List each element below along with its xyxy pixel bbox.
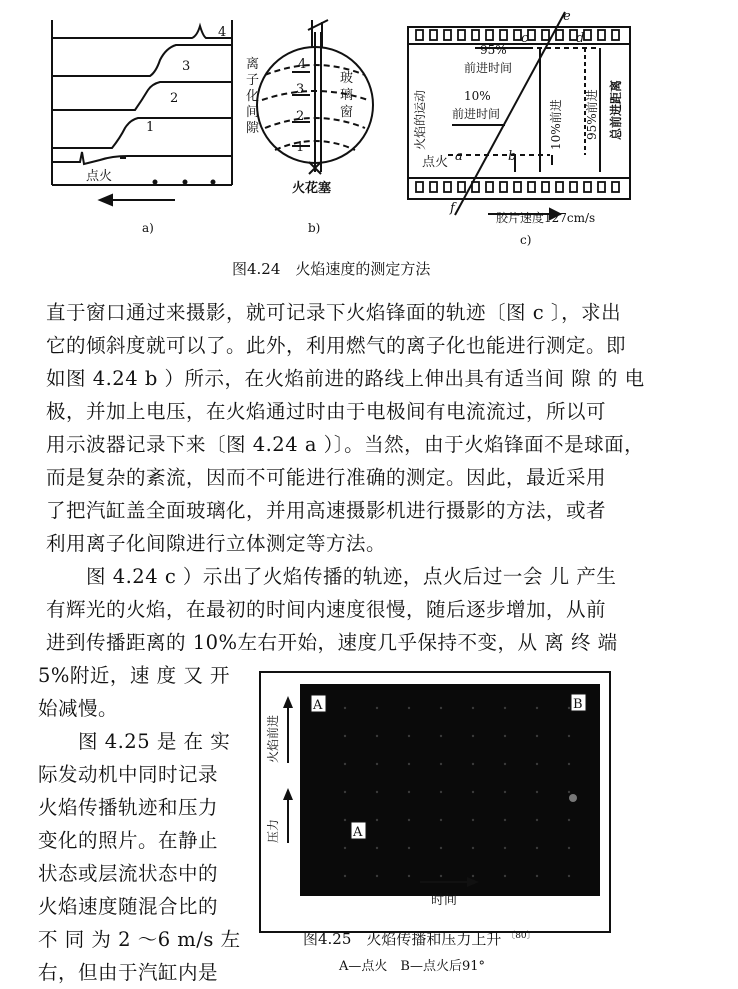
- left-line-6: 变化的照片。在静止: [38, 829, 219, 852]
- panel-a-oscillogram: [52, 20, 232, 185]
- grid-dot: [504, 875, 506, 877]
- figure-4-25-caption-main: 图4.25 火焰传播和压力上升: [303, 930, 502, 948]
- panel-c-point-c: c: [521, 31, 529, 46]
- panel-b-left-label-2: 子: [246, 73, 260, 88]
- body-line-2: 它的倾斜度就可以了。此外，利用燃气的离子化也能进行测定。即: [46, 334, 627, 357]
- sprocket-hole: [556, 30, 563, 40]
- grid-dot: [408, 847, 410, 849]
- panel-c-sublabel: c): [520, 233, 532, 247]
- grid-dot: [568, 707, 570, 709]
- grid-dot: [504, 847, 506, 849]
- grid-dot: [568, 847, 570, 849]
- sprocket-hole: [584, 30, 591, 40]
- grid-dot: [504, 763, 506, 765]
- panel-b-sublabel: b): [308, 221, 321, 235]
- panel-c-vertical-left: 火焰的运动: [413, 89, 427, 150]
- figure-4-25-legend: A—点火 B—点火后91°: [339, 959, 485, 974]
- grid-dot: [504, 707, 506, 709]
- grid-dot: [408, 875, 410, 877]
- figure-4-25-caption: [303, 930, 536, 948]
- grid-dot: [344, 763, 346, 765]
- marker-b: B: [573, 697, 583, 712]
- grid-dot: [408, 763, 410, 765]
- grid-dot: [440, 791, 442, 793]
- sprocket-hole: [458, 182, 465, 192]
- grid-dot: [344, 791, 346, 793]
- figure-4-24-caption: 图4.24 火焰速度的测定方法: [232, 260, 431, 278]
- sprocket-hole: [584, 182, 591, 192]
- body-line-1: 直于窗口通过来摄影，就可记录下火焰锋面的轨迹〔图 c 〕，求出: [46, 301, 622, 324]
- left-line-4: 际发动机中同时记录: [38, 763, 219, 786]
- grid-dot: [440, 875, 442, 877]
- sprocket-hole: [570, 182, 577, 192]
- left-line-1: 5%附近，速 度 又 开: [38, 664, 231, 687]
- body-line-4: 极，并加上电压，在火焰通过时由于电极间有电流流过，所以可: [46, 400, 607, 423]
- oscillograph-photo: [300, 684, 600, 896]
- left-line-3: 图 4.25 是 在 实: [38, 730, 231, 753]
- left-line-2: 始减慢。: [38, 697, 119, 720]
- panel-c-point-d: d: [576, 31, 585, 46]
- body-line-6: 而是复杂的紊流，因而不可能进行准确的测定。因此，最近采用: [46, 466, 607, 489]
- grid-dot: [536, 847, 538, 849]
- grid-dot: [376, 847, 378, 849]
- body-line-8: 利用离子化间隙进行立体测定等方法。: [46, 532, 387, 555]
- marker-a-bottom: A: [353, 825, 363, 840]
- panel-c-10-time-label-2: 前进时间: [452, 107, 501, 121]
- body-line-9: 图 4.24 c ）示出了火焰传播的轨迹，点火后过一会 儿 产生: [46, 565, 617, 588]
- label-time: 时间: [431, 893, 458, 908]
- grid-dot: [536, 819, 538, 821]
- grid-dot: [568, 819, 570, 821]
- sprocket-hole: [598, 30, 605, 40]
- trace-2: [52, 82, 232, 110]
- sprocket-hole: [514, 182, 521, 192]
- panel-a-ignition-label: 点火: [86, 169, 113, 184]
- grid-dot: [536, 875, 538, 877]
- grid-dot: [536, 707, 538, 709]
- grid-dot: [344, 707, 346, 709]
- panel-c-10-time-label-1: 10%: [464, 89, 491, 103]
- grid-dot: [376, 735, 378, 737]
- grid-dot: [344, 875, 346, 877]
- sprocket-hole: [598, 182, 605, 192]
- panel-a-trace-label-1: 1: [146, 120, 155, 135]
- grid-dot: [376, 791, 378, 793]
- sprocket-hole: [444, 182, 451, 192]
- panel-c-point-f: f: [450, 201, 455, 216]
- panel-b-bottom-label: 火花塞: [292, 181, 332, 196]
- panel-b-left-label-4: 间: [246, 105, 260, 120]
- grid-dot: [408, 735, 410, 737]
- grid-dot: [536, 791, 538, 793]
- grid-dot: [376, 875, 378, 877]
- panel-c-sprocket-holes-top: [416, 30, 619, 40]
- grid-dot: [472, 791, 474, 793]
- sprocket-hole: [416, 30, 423, 40]
- figure-4-25-reference: 〔80〕: [506, 931, 536, 941]
- grid-dot: [376, 707, 378, 709]
- left-line-9: 不 同 为 2 ～6 m/s 左: [38, 928, 241, 951]
- grid-dot: [408, 819, 410, 821]
- trace-ignition: [52, 152, 232, 164]
- figure-4-25: [255, 668, 615, 984]
- panel-c-point-e: e: [563, 9, 571, 24]
- body-line-3: 如图 4.24 b ）所示，在火焰前进的路线上伸出具有适当间 隙 的 电: [46, 367, 645, 390]
- marker-a-top: A: [313, 698, 323, 713]
- grid-dot: [472, 763, 474, 765]
- panel-c-95-advance: 95%前进: [585, 89, 599, 140]
- sprocket-hole: [542, 30, 549, 40]
- sprocket-hole: [430, 182, 437, 192]
- left-line-10: 右，但由于汽缸内是: [38, 961, 219, 984]
- sprocket-hole: [514, 30, 521, 40]
- sprocket-hole: [430, 30, 437, 40]
- sprocket-hole: [556, 182, 563, 192]
- grid-dot: [472, 847, 474, 849]
- panel-c-sprocket-holes-bottom: [416, 182, 619, 192]
- grid-dot: [440, 735, 442, 737]
- panel-b-left-label-3: 化: [246, 89, 260, 104]
- grid-dot: [504, 791, 506, 793]
- sprocket-hole: [486, 30, 493, 40]
- grid-dot: [536, 735, 538, 737]
- left-line-7: 状态或层流状态中的: [38, 862, 219, 885]
- sprocket-hole: [542, 182, 549, 192]
- panel-b-right-label-3: 窗: [340, 105, 354, 120]
- panel-b-gap-label-4: 4: [298, 57, 307, 72]
- left-line-8: 火焰速度随混合比的: [38, 895, 219, 918]
- panel-b-right-label-1: 玻: [340, 71, 354, 86]
- grid-dot: [472, 819, 474, 821]
- panel-b-left-label-5: 隙: [246, 121, 260, 136]
- panel-b-gap-label-3: 3: [296, 82, 305, 97]
- panel-c-point-a: a: [455, 149, 463, 164]
- panel-c-95-time-label-2: 前进时间: [464, 61, 513, 75]
- body-line-5: 用示波器记录下来〔图 4.24 a ）〕。当然，由于火焰锋面不是球面，: [46, 433, 645, 456]
- trace-4: [52, 26, 232, 38]
- sprocket-hole: [416, 182, 423, 192]
- grid-dot: [568, 735, 570, 737]
- grid-dot: [504, 735, 506, 737]
- label-flame-advance: 火焰前进: [266, 714, 280, 763]
- grid-dot: [472, 707, 474, 709]
- grid-dot: [472, 735, 474, 737]
- sprocket-hole: [486, 182, 493, 192]
- grid-dot: [504, 819, 506, 821]
- grid-dot: [376, 763, 378, 765]
- grid-dot: [568, 875, 570, 877]
- panel-c-point-b: b: [508, 149, 517, 164]
- panel-a-sublabel: a): [142, 221, 154, 235]
- panel-b-left-label-1: 离: [246, 57, 260, 72]
- panel-c-ignition-label: 点火: [422, 155, 449, 170]
- panel-a-trace-label-3: 3: [182, 59, 191, 74]
- grid-dot: [440, 763, 442, 765]
- trace-1: [52, 118, 232, 148]
- body-line-10: 有辉光的火焰，在最初的时间内速度很慢，随后逐步增加，从前: [46, 598, 607, 621]
- figure-4-24: [0, 0, 738, 290]
- sprocket-hole: [612, 182, 619, 192]
- sprocket-hole: [612, 30, 619, 40]
- grid-dot: [408, 707, 410, 709]
- panel-c-film-speed: 胶片速度127cm/s: [496, 211, 596, 225]
- grid-dot: [440, 847, 442, 849]
- sprocket-hole: [472, 30, 479, 40]
- grid-dot: [344, 735, 346, 737]
- grid-dot: [568, 791, 570, 793]
- panel-c-95-time-label-1: 95%: [480, 43, 507, 57]
- sprocket-hole: [458, 30, 465, 40]
- panel-c-10-advance: 10%前进: [549, 99, 563, 150]
- grid-dot: [568, 763, 570, 765]
- sprocket-hole: [500, 30, 507, 40]
- trace-3: [52, 45, 232, 76]
- photo-flare: [569, 794, 577, 802]
- panel-b-right-label-2: 璃: [340, 88, 354, 103]
- sprocket-hole: [528, 182, 535, 192]
- label-pressure: 压力: [266, 818, 280, 843]
- grid-dot: [440, 707, 442, 709]
- panel-b-gap-label-1: 1: [296, 140, 305, 155]
- grid-dot: [472, 875, 474, 877]
- grid-dot: [376, 819, 378, 821]
- panel-c-total-advance: 总前进距离: [609, 79, 623, 140]
- sprocket-hole: [528, 30, 535, 40]
- grid-dot: [536, 763, 538, 765]
- body-line-11: 进到传播距离的 10%左右开始，速度几乎保持不变，从 离 终 端: [46, 631, 618, 654]
- panel-b-combustion-chamber: [257, 20, 373, 174]
- grid-dot: [344, 847, 346, 849]
- sprocket-hole: [500, 182, 507, 192]
- panel-b-gap-label-2: 2: [296, 109, 305, 124]
- grid-dot: [440, 819, 442, 821]
- panel-a-trace-label-4: 4: [218, 25, 227, 40]
- sprocket-hole: [444, 30, 451, 40]
- panel-a-trace-label-2: 2: [170, 91, 179, 106]
- grid-dot: [344, 819, 346, 821]
- grid-dot: [408, 791, 410, 793]
- left-line-5: 火焰传播轨迹和压力: [38, 796, 219, 819]
- body-line-7: 了把汽缸盖全面玻璃化，并用高速摄影机进行摄影的方法，或者: [46, 499, 607, 522]
